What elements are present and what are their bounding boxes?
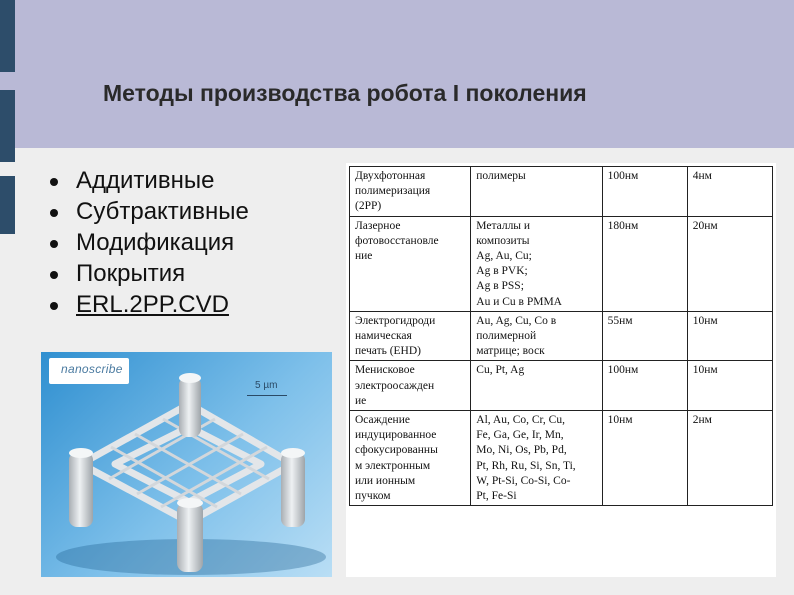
scaffold-illustration bbox=[41, 352, 332, 577]
bullet-dot-icon bbox=[50, 240, 58, 248]
scale-bar bbox=[247, 395, 287, 396]
materials-cell: Al, Au, Co, Cr, Cu, Fe, Ga, Ge, Ir, Mn, Mo, Ni, Os, Pb, Pd, Pt, Rh, Ru, Si, Sn, Ti, W, Pt-Si, Co-Si, Co- Pt, Fe-Si bbox=[471, 411, 602, 506]
table-row bbox=[350, 411, 773, 506]
resolution-cell: 10нм bbox=[602, 411, 687, 506]
method-cell: Лазерное фотовосстановле ние bbox=[350, 216, 471, 311]
resolution-cell: 10нм bbox=[687, 361, 772, 411]
method-cell: Менисковое электроосажден ие bbox=[350, 361, 471, 411]
edge-bar-lower bbox=[0, 176, 15, 234]
table-row bbox=[350, 167, 773, 217]
bullet-item: Субтрактивные bbox=[48, 196, 249, 227]
methods-table-panel bbox=[346, 163, 776, 577]
materials-cell: Cu, Pt, Ag bbox=[471, 361, 602, 411]
resolution-cell: 4нм bbox=[687, 167, 772, 217]
bullet-item: ERL.2PP.CVD bbox=[48, 289, 249, 320]
method-cell: Осаждение индуцированное сфокусированны м электронным или ионным пучком bbox=[350, 411, 471, 506]
resolution-cell: 20нм bbox=[687, 216, 772, 311]
nanoscribe-logo: nanoscribe bbox=[49, 358, 129, 384]
bullet-item: Аддитивные bbox=[48, 165, 249, 196]
slide-header bbox=[0, 0, 794, 148]
edge-bar-middle bbox=[0, 90, 15, 162]
bullet-item: Модификация bbox=[48, 227, 249, 258]
table-row bbox=[350, 216, 773, 311]
microstructure-image bbox=[41, 352, 332, 577]
materials-cell: Au, Ag, Cu, Co в полимерной матрице; воск bbox=[471, 311, 602, 361]
bullet-dot-icon bbox=[50, 178, 58, 186]
materials-cell: Металлы и композиты Ag, Au, Cu; Ag в PVK; Ag в PSS; Au и Cu в PMMA bbox=[471, 216, 602, 311]
edge-bar-top bbox=[0, 0, 15, 72]
table-row bbox=[350, 361, 773, 411]
bullet-dot-icon bbox=[50, 209, 58, 217]
method-cell: Электрогидроди намическая печать (EHD) bbox=[350, 311, 471, 361]
resolution-cell: 2нм bbox=[687, 411, 772, 506]
bullet-item: Покрытия bbox=[48, 258, 249, 289]
materials-cell: полимеры bbox=[471, 167, 602, 217]
resolution-cell: 180нм bbox=[602, 216, 687, 311]
method-cell: Двухфотонная полимеризация (2PP) bbox=[350, 167, 471, 217]
slide-title: Методы производства робота I поколения bbox=[103, 80, 587, 106]
table-row bbox=[350, 311, 773, 361]
resolution-cell: 10нм bbox=[687, 311, 772, 361]
bullet-dot-icon bbox=[50, 271, 58, 279]
methods-table bbox=[349, 166, 773, 506]
resolution-cell: 55нм bbox=[602, 311, 687, 361]
resolution-cell: 100нм bbox=[602, 361, 687, 411]
resolution-cell: 100нм bbox=[602, 167, 687, 217]
scale-bar-label: 5 µm bbox=[255, 380, 278, 391]
bullet-list bbox=[48, 165, 249, 320]
bullet-dot-icon bbox=[50, 302, 58, 310]
